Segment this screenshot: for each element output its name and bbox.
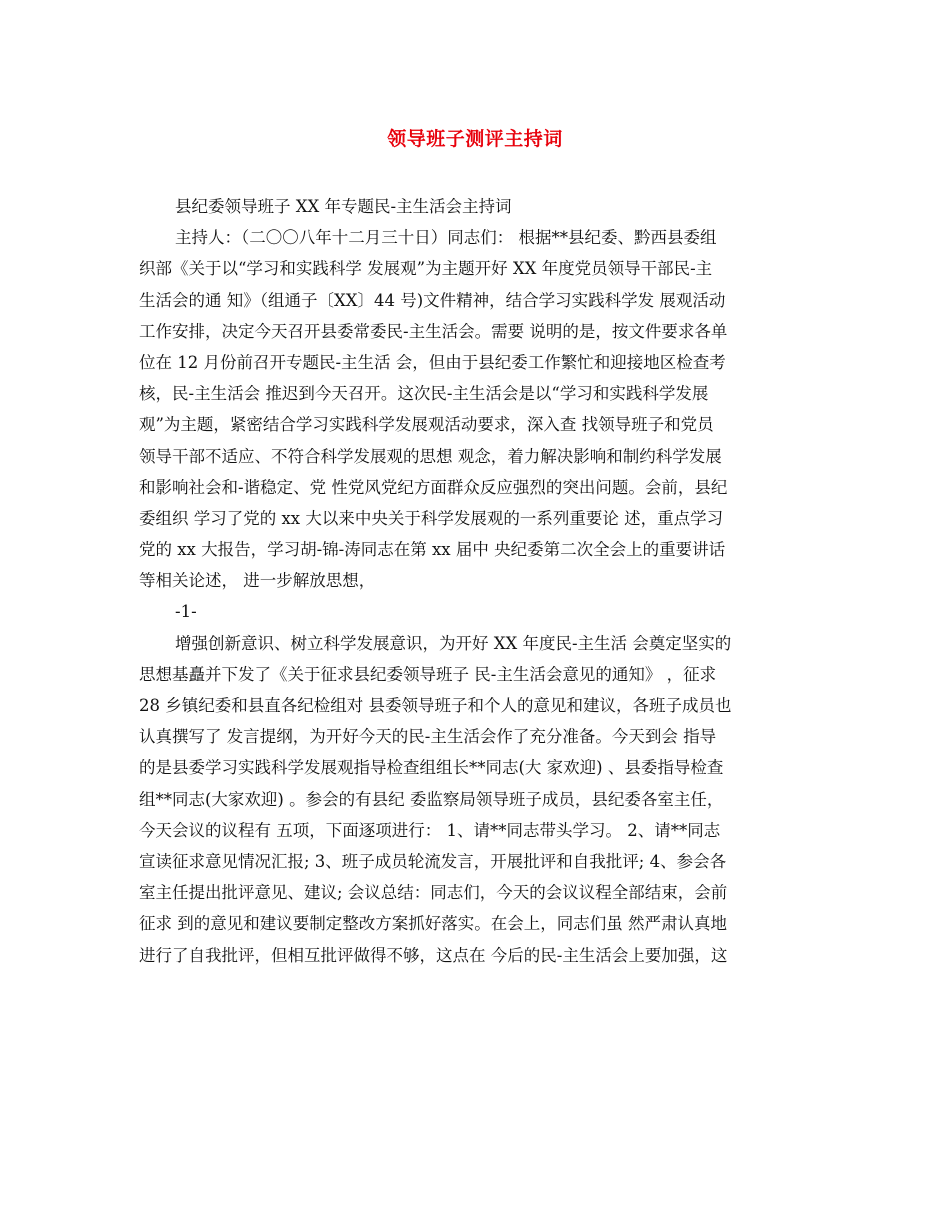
paragraph-line: 室主任提出批评意见、建议; 会议总结：同志们，今天的会议议程全部结束，会前: [139, 883, 728, 903]
paragraph-line: 领导干部不适应、不符合科学发展观的思想 观念，着力解决影响和制约科学发展: [139, 446, 722, 466]
paragraph-line: 今天会议的议程有 五项，下面逐项进行： 1、请**同志带头学习。 2、请**同志: [139, 820, 721, 840]
paragraph-line: 主持人：（二〇〇八年十二月三十日）同志们： 根据**县纪委、黔西县委组: [175, 228, 717, 248]
page-number: -1-: [175, 602, 197, 622]
paragraph-line: 委组织 学习了党的 xx 大以来中央关于科学发展观的一系列重要论 述，重点学习: [139, 508, 724, 528]
paragraph-line: 进行了自我批评，但相互批评做得不够，这点在 今后的民-主生活会上要加强，这: [139, 945, 728, 965]
paragraph-line: 的是县委学习实践科学发展观指导检查组组长**同志(大 家欢迎) 、县委指导检查: [139, 758, 724, 778]
subtitle-line: 县纪委领导班子 XX 年专题民-主生活会主持词: [175, 197, 512, 216]
paragraph-line: 核，民-主生活会 推迟到今天召开。这次民-主生活会是以“学习和实践科学发展: [139, 384, 709, 404]
paragraph-line: 征求 到的意见和建议要制定整改方案抓好落实。在会上，同志们虽 然严肃认真地: [139, 914, 727, 934]
paragraph-line: 增强创新意识、树立科学发展意识，为开好 XX 年度民-主生活 会奠定坚实的: [175, 633, 732, 653]
paragraph-line: 和影响社会和-谐稳定、党 性党风党纪方面群众反应强烈的突出问题。会前，县纪: [139, 477, 728, 497]
paragraph-line: 党的 xx 大报告，学习胡-锦-涛同志在第 xx 届中 央纪委第二次全会上的重要讲话: [139, 540, 726, 560]
paragraph-line: 观”为主题，紧密结合学习实践科学发展观活动要求，深入查 找领导班子和党员: [139, 415, 714, 435]
paragraph-line: 生活会的通 知》（组通子〔XX〕44 号)文件精神，结合学习实践科学发 展观活动: [139, 290, 726, 310]
paragraph-line: 28 乡镇纪委和县直各纪检组对 县委领导班子和个人的意见和建议，各班子成员也: [139, 696, 732, 715]
document-title: 领导班子测评主持词: [387, 128, 563, 150]
paragraph-line: 认真撰写了 发言提纲，为开好今天的民-主生活会作了充分准备。今天到会 指导: [139, 727, 717, 747]
paragraph-line: 宣读征求意见情况汇报; 3、班子成员轮流发言，开展批评和自我批评; 4、参会各: [139, 851, 727, 871]
paragraph-line: 等相关论述， 进一步解放思想，: [139, 571, 376, 591]
paragraph-line: 位在 12 月份前召开专题民-主生活 会，但由于县纪委工作繁忙和迎接地区检查考: [139, 352, 726, 372]
paragraph-line: 组**同志(大家欢迎) 。参会的有县纪 委监察局领导班子成员，县纪委各室主任，: [139, 789, 724, 809]
paragraph-line: 思想基矗并下发了《关于征求县纪委领导班子 民-主生活会意见的通知》 ，征求: [139, 664, 717, 684]
document-body: [139, 191, 815, 971]
paragraph-line: 织部《关于以“学习和实践科学 发展观”为主题开好 XX 年度党员领导干部民-主: [139, 259, 713, 279]
paragraph-line: 工作安排，决定今天召开县委常委民-主生活会。需要 说明的是，按文件要求各单: [139, 321, 728, 341]
